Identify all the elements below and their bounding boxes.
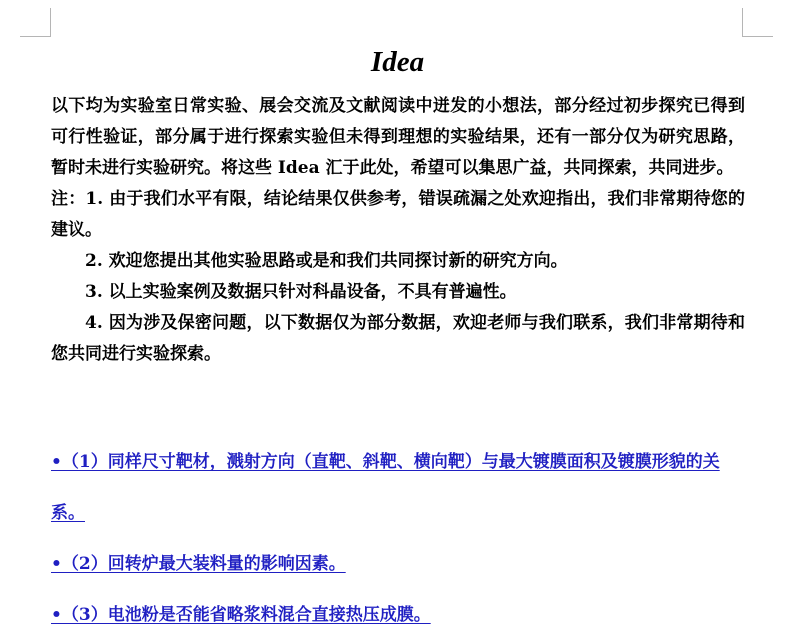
idea-link-sputtering[interactable]: •（1）同样尺寸靶材，溅射方向（直靶、斜靶、横向靶）与最大镀膜面积及镀膜形貌的关系。 <box>51 452 720 523</box>
page-corner-mark-right <box>742 8 773 37</box>
document-body <box>51 91 745 370</box>
idea-link-item <box>51 590 745 641</box>
idea-link-list <box>51 437 745 641</box>
note-1: 注：1. 由于我们水平有限，结论结果仅供参考，错误疏漏之处欢迎指出，我们非常期待您的建议。 <box>51 189 745 240</box>
idea-link-item <box>51 539 745 590</box>
note-4: 4. 因为涉及保密问题，以下数据仅为部分数据，欢迎老师与我们联系，我们非常期待和您共同进行实验探索。 <box>51 313 745 364</box>
intro-paragraph: 以下均为实验室日常实验、展会交流及文献阅读中迸发的小想法，部分经过初步探究已得到可行性验证，部分属于进行探索实验但未得到理想的实验结果，还有一部分仅为研究思路，暂时未进行实验研究。将这些 Idea 汇于此处，希望可以集思广益，共同探索，共同进步。 <box>51 96 745 178</box>
page-corner-mark-left <box>20 8 51 37</box>
document-title: Idea <box>370 46 425 78</box>
idea-link-item <box>51 437 745 539</box>
idea-link-rotary-furnace[interactable]: •（2）回转炉最大装料量的影响因素。 <box>51 554 346 574</box>
note-3: 3. 以上实验案例及数据只针对科晶设备，不具有普遍性。 <box>85 282 517 302</box>
idea-link-battery-powder[interactable]: •（3）电池粉是否能省略浆料混合直接热压成膜。 <box>51 605 431 625</box>
note-2: 2. 欢迎您提出其他实验思路或是和我们共同探讨新的研究方向。 <box>85 251 568 271</box>
